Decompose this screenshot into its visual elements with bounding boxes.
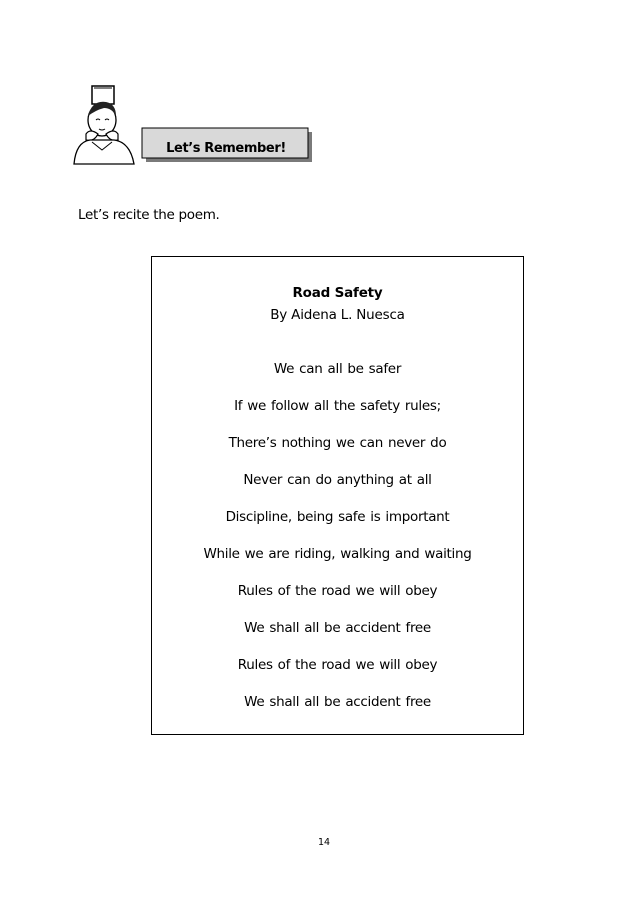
poem-line: If we follow all the safety rules; xyxy=(234,398,441,414)
poem-line: Discipline, being safe is important xyxy=(225,509,450,525)
poem-line: While we are riding, walking and waiting xyxy=(203,546,472,562)
poem-line: We shall all be accident free xyxy=(244,694,431,710)
instruction-text: Let’s recite the poem. xyxy=(78,207,220,223)
poem-line: We shall all be accident free xyxy=(244,620,431,636)
poem-line: We can all be safer xyxy=(273,361,402,377)
banner-label: Let’s Remember! xyxy=(166,140,286,156)
poem-lines xyxy=(152,361,523,731)
poem-box xyxy=(151,256,524,735)
poem-title: Road Safety xyxy=(292,285,383,301)
poem-line: Never can do anything at all xyxy=(243,472,432,488)
poem-line: There’s nothing we can never do xyxy=(228,435,447,451)
poem-author: By Aidena L. Nuesca xyxy=(270,307,405,323)
poem-line: Rules of the road we will obey xyxy=(237,657,438,673)
page-number: 14 xyxy=(317,837,331,848)
poem-line: Rules of the road we will obey xyxy=(237,583,438,599)
